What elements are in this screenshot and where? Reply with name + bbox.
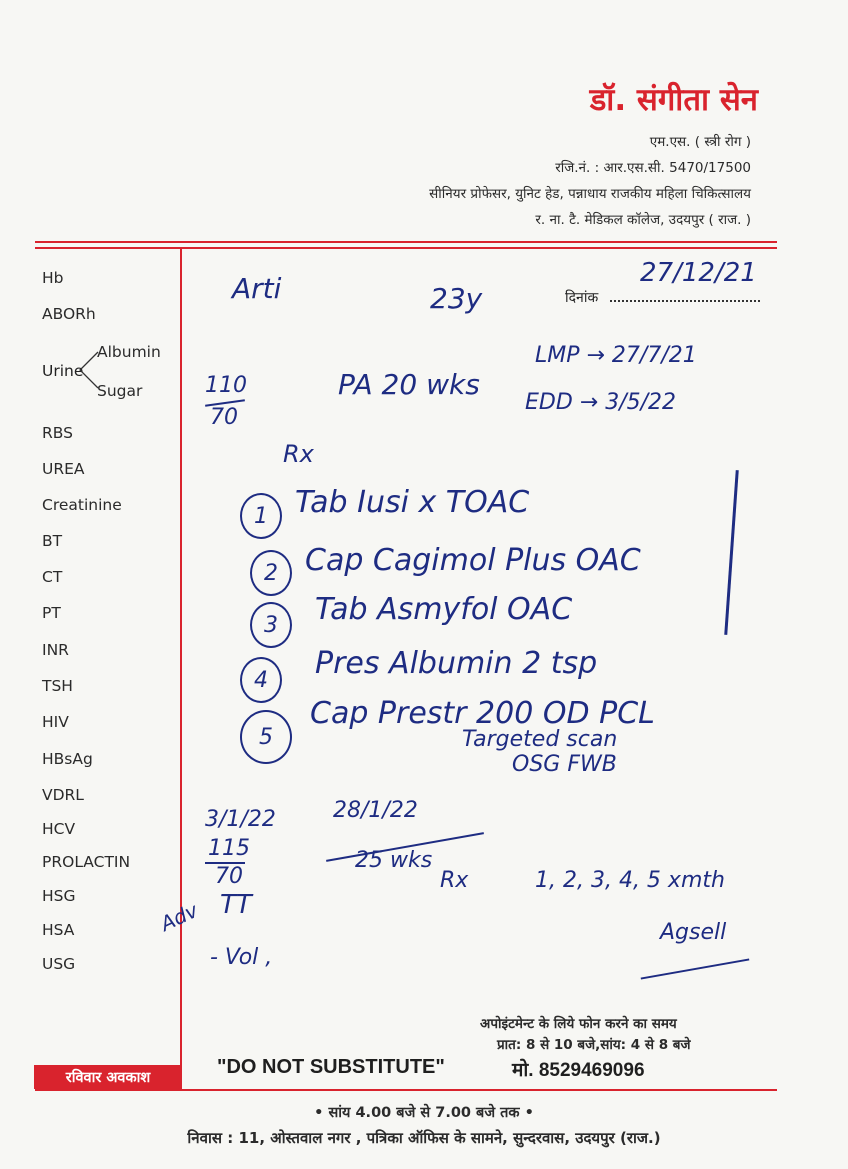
test-pt: PT — [42, 604, 61, 622]
hw-weeks: PA 20 wks — [338, 368, 480, 401]
test-hbsag: HBsAg — [42, 750, 93, 768]
top-divider — [35, 241, 777, 243]
hw-med-num-1: 1 — [240, 493, 282, 539]
hw-vol: - Vol , — [210, 945, 273, 970]
hw-usg-note-2: OSG FWB — [512, 752, 617, 777]
hw-followup-date-2: 28/1/22 — [333, 798, 418, 823]
do-not-substitute: "DO NOT SUBSTITUTE" — [217, 1056, 445, 1078]
doctor-degree: एम.एस. ( स्त्री रोग ) — [649, 134, 751, 150]
hw-signature: Agsell — [660, 920, 727, 945]
test-prolactin: PROLACTIN — [42, 853, 131, 871]
hw-rx-symbol: Rx — [283, 440, 314, 468]
top-divider-2 — [35, 247, 777, 249]
hw-med-num-3: 3 — [250, 602, 292, 648]
test-urine: Urine — [42, 362, 84, 380]
hw-followup-date: 3/1/22 — [205, 807, 276, 832]
test-inr: INR — [42, 641, 69, 659]
hw-date: 27/12/21 — [640, 258, 757, 288]
hw-med-2: Cap Cagimol Plus OAC — [305, 543, 641, 578]
hw-signature-line — [641, 958, 750, 979]
hw-weeks-2: 25 wks — [355, 848, 433, 873]
hw-tt: TT — [220, 890, 252, 920]
hw-med-4: Pres Albumin 2 tsp — [315, 646, 598, 681]
phone-number: मो. 8529469096 — [512, 1060, 645, 1081]
bottom-divider — [35, 1089, 777, 1091]
date-dotted-line — [610, 300, 760, 302]
hw-bp2-diastolic: 70 — [215, 864, 243, 889]
test-hiv: HIV — [42, 713, 69, 731]
sunday-holiday-badge: रविवार अवकाश — [34, 1065, 182, 1089]
test-tsh: TSH — [42, 677, 73, 695]
test-urea: UREA — [42, 460, 85, 478]
college: र. ना. टै. मेडिकल कॉलेज, उदयपुर ( राज. ) — [535, 212, 751, 228]
hw-patient-age: 23y — [430, 282, 483, 315]
hw-bp-systolic: 110 — [205, 373, 247, 398]
designation: सीनियर प्रोफेसर, युनिट हेड, पन्नाधाय राजकीय महिला चिकित्सालय — [429, 186, 751, 202]
hw-lmp: LMP → 27/7/21 — [535, 343, 697, 368]
test-sugar: Sugar — [97, 382, 143, 400]
test-usg: USG — [42, 955, 76, 973]
appointment-title: अपोइंटमेन्ट के लिये फोन करने का समय — [480, 1016, 677, 1032]
test-aborh: ABORh — [42, 305, 96, 323]
hw-patient-name: Arti — [232, 272, 282, 305]
column-divider — [180, 247, 182, 1090]
hw-med-3: Tab Asmyfol OAC — [315, 592, 573, 627]
hw-bp-diastolic: 70 — [210, 405, 238, 430]
hw-adv: Adv — [156, 898, 202, 936]
hw-bp2-systolic: 115 — [208, 836, 250, 861]
test-hb: Hb — [42, 269, 64, 287]
test-hsg: HSG — [42, 887, 76, 905]
doctor-name: डॉ. संगीता सेन — [589, 82, 758, 118]
registration-number: रजि.नं. : आर.एस.सी. 5470/17500 — [555, 160, 751, 176]
date-label: दिनांक — [565, 290, 599, 306]
test-ct: CT — [42, 568, 63, 586]
test-albumin: Albumin — [97, 343, 161, 361]
test-rbs: RBS — [42, 424, 73, 442]
hw-med-num-2: 2 — [250, 550, 292, 596]
hw-med-1: Tab Iusi x TOAC — [295, 485, 530, 520]
clinic-address: निवास : 11, ओस्तवाल नगर , पत्रिका ऑफिस के सामने, सुन्दरवास, उदयपुर (राज.) — [187, 1129, 661, 1147]
test-hsa: HSA — [42, 921, 75, 939]
test-creatinine: Creatinine — [42, 496, 122, 514]
hw-med-5: Cap Prestr 200 OD PCL — [310, 696, 655, 731]
hw-edd: EDD → 3/5/22 — [525, 390, 677, 415]
test-vdrl: VDRL — [42, 786, 84, 804]
hw-rx-2: Rx — [440, 868, 469, 893]
appointment-hours: प्रात: 8 से 10 बजे,सांय: 4 से 8 बजे — [497, 1037, 691, 1053]
hw-usg-note: Targeted scan — [462, 727, 618, 752]
hw-med-num-4: 4 — [240, 657, 282, 703]
test-hcv: HCV — [42, 820, 76, 838]
test-bt: BT — [42, 532, 63, 550]
hw-repeat: 1, 2, 3, 4, 5 xmth — [535, 868, 725, 893]
hw-brace-line — [724, 470, 739, 635]
clinic-timing: • सांय 4.00 बजे से 7.00 बजे तक • — [314, 1105, 534, 1121]
hw-med-num-5: 5 — [240, 710, 292, 764]
